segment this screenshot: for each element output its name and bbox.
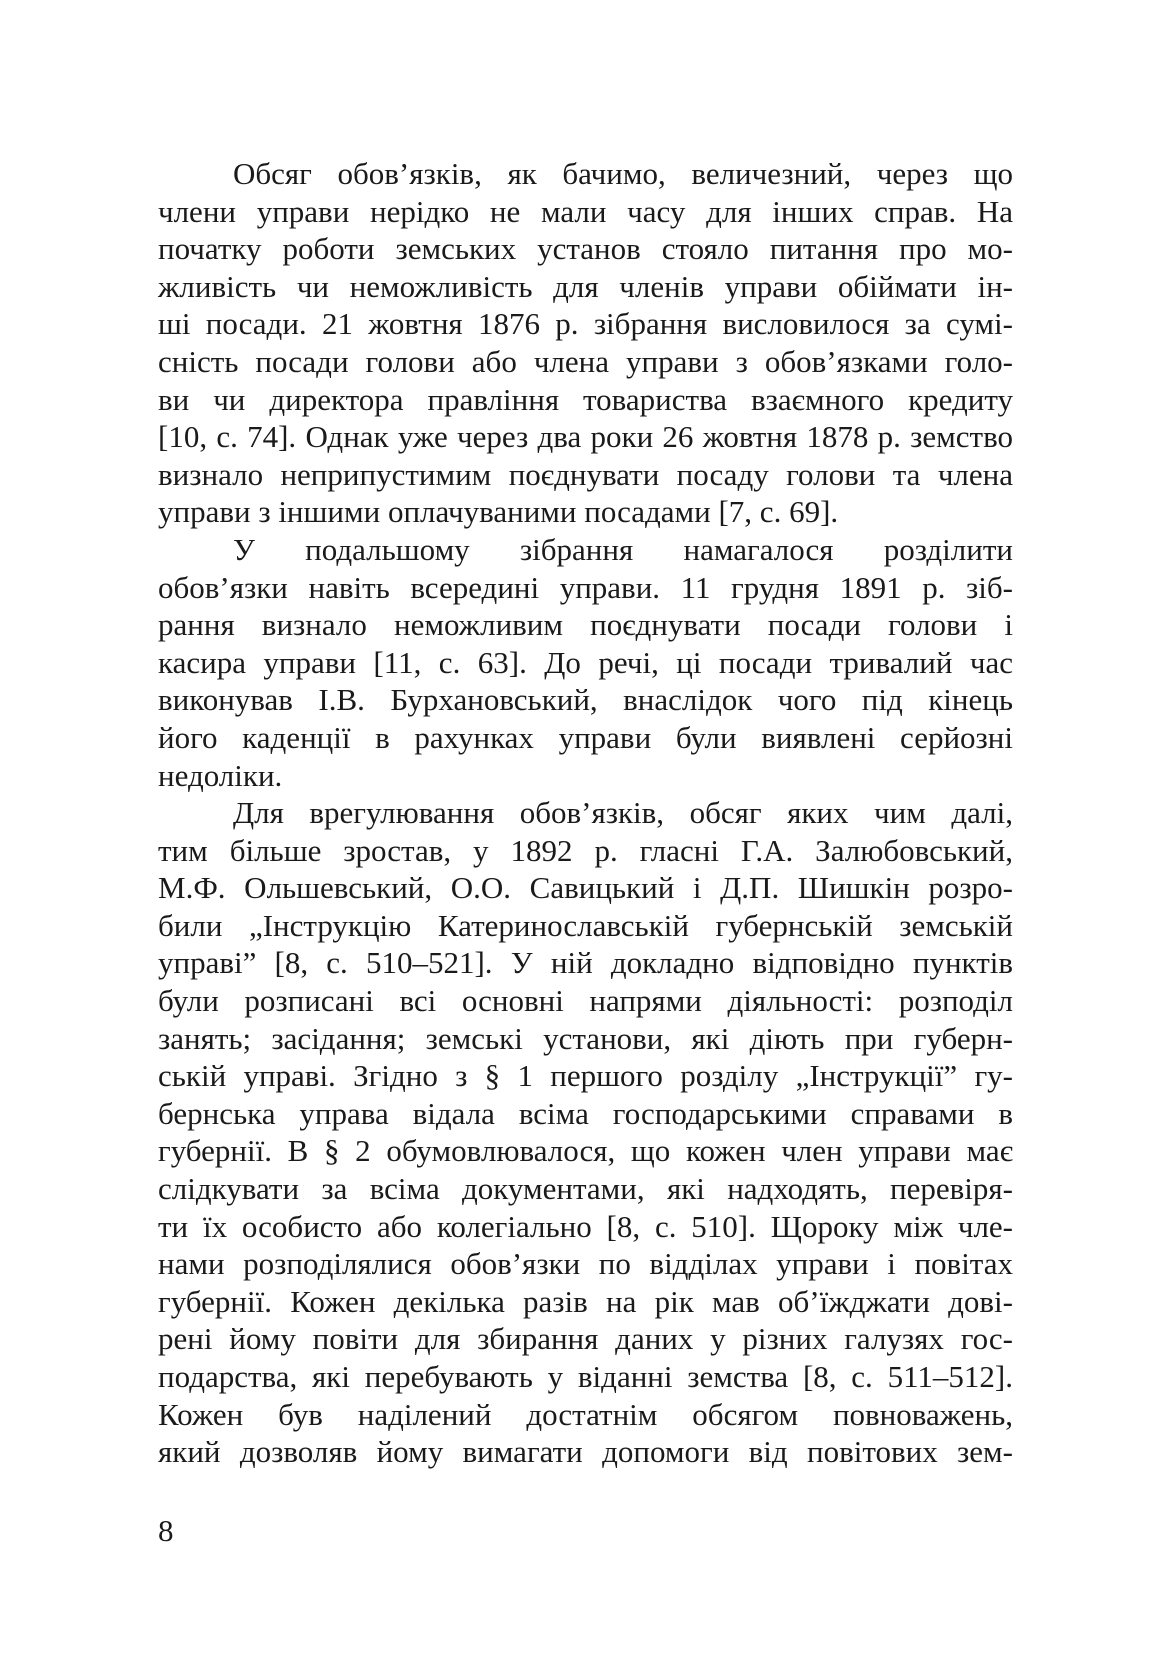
text-line: його каденції в рахунках управи були виявлені серйозні [158,719,1013,755]
text-line: рені йому повіти для збирання даних у різних галузях гос- [158,1321,1013,1357]
text-line: губернії. Кожен декілька разів на рік мав об’їжджати дові- [158,1283,1013,1319]
text-line: бернська управа відала всіма господарськими справами в [158,1095,1013,1131]
text-line: тим більше зростав, у 1892 р. гласні Г.А. Залюбовський, [158,832,1013,868]
text-line: Обсяг обов’язків, як бачимо, величезний, через що [233,156,1013,191]
text-line: подарства, які перебувають у віданні земства [8, с. 511–512]. [158,1359,1013,1394]
text-line: М.Ф. Ольшевський, О.О. Савицький і Д.П. Шишкін розро- [158,870,1013,906]
paragraph-3 [158,794,1013,1471]
text-line: касира управи [11, с. 63]. До речі, ці посади тривалий час [158,644,1013,680]
text-line: члени управи нерідко не мали часу для інших справ. На [158,193,1013,229]
page-number: 8 [158,1513,174,1548]
paragraph-2 [158,531,1013,794]
text-line: ській управі. Згідно з § 1 першого розділу „Інструкції” гу- [158,1058,1013,1094]
text-line: управи з іншими оплачуваними посадами [7, с. 69]. [158,494,839,530]
text-line: [10, с. 74]. Однак уже через два роки 26 жовтня 1878 р. земство [158,419,1013,455]
text-line: управі” [8, с. 510–521]. У ній докладно відповідно пунктів [158,945,1013,981]
text-line: рання визнало неможливим поєднувати посади голови і [158,607,1013,643]
text-line: Кожен був наділений достатнім обсягом повноважень, [158,1396,1013,1432]
text-line: визнало неприпустимим поєднувати посаду голови та члена [158,456,1013,492]
body-text [158,155,1013,1471]
paragraph-1 [158,155,1013,531]
text-line: Для врегулювання обов’язків, обсяг яких чим далі, [233,795,1013,831]
text-line: били „Інструкцію Катеринославській губернській земській [158,907,1013,943]
text-line: слідкувати за всіма документами, які надходять, перевіря- [158,1171,1013,1207]
text-line: занять; засідання; земські установи, які діють при губерн- [158,1020,1013,1056]
text-line: початку роботи земських установ стояло питання про мо- [158,231,1013,267]
text-line: губернії. В § 2 обумовлювалося, що кожен член управи має [158,1133,1013,1169]
text-line: ти їх особисто або колегіально [8, с. 510]. Щороку між чле- [158,1208,1013,1244]
text-line: ви чи директора правління товариства взаємного кредиту [158,381,1013,417]
text-line: У подальшому зібрання намагалося розділити [233,531,1013,567]
text-line: жливість чи неможливість для членів управи обіймати ін- [158,268,1013,304]
text-line: нами розподілялися обов’язки по відділах управи і повітах [158,1246,1013,1282]
text-line: виконував І.В. Бурхановський, внаслідок чого під кінець [158,682,1013,718]
text-line: недоліки. [158,757,283,793]
text-line: ші посади. 21 жовтня 1876 р. зібрання висловилося за сумі- [158,306,1013,342]
text-line: були розписані всі основні напрями діяльності: розподіл [158,983,1013,1019]
text-line: сність посади голови або члена управи з обов’язками голо- [158,343,1013,379]
text-line: обов’язки навіть всередині управи. 11 грудня 1891 р. зіб- [158,569,1013,605]
text-line: який дозволяв йому вимагати допомоги від повітових зем- [158,1434,1013,1470]
